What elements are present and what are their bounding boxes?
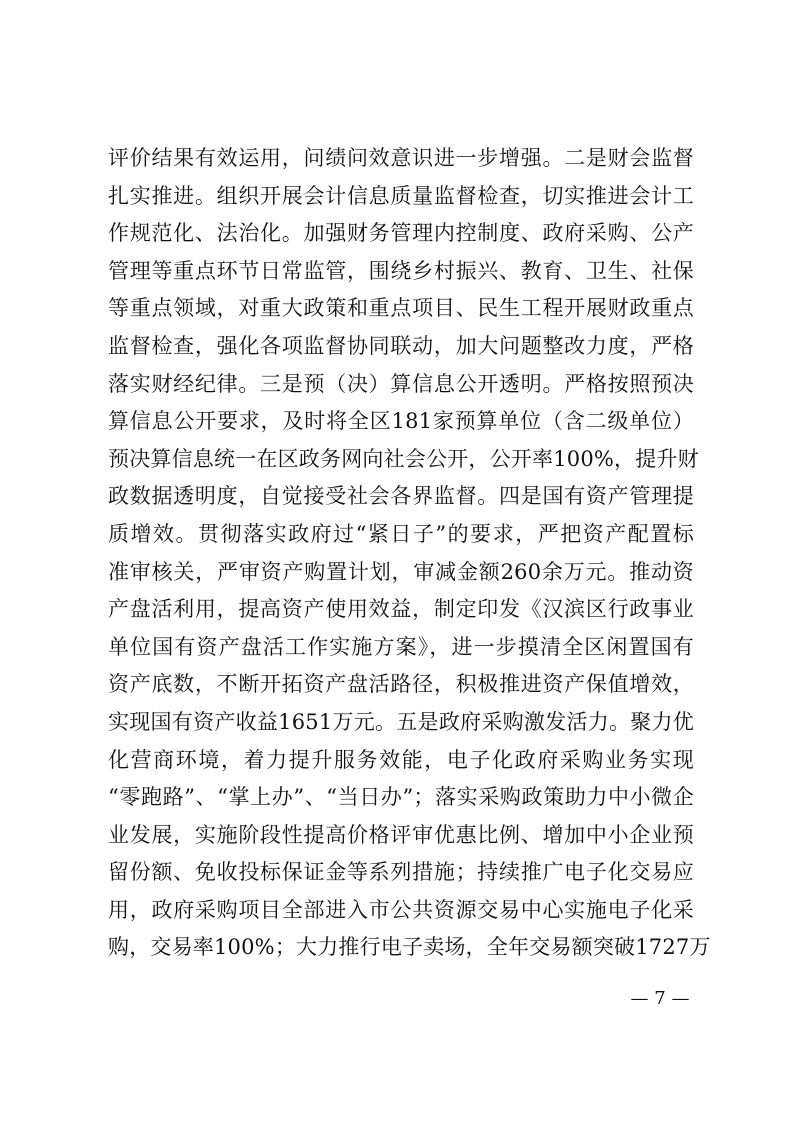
text-line: 购，交易率100%；大力推行电子卖场，全年交易额突破1727万 [108, 935, 711, 960]
text-line: “零跑路”、“掌上办”、“当日办”；落实采购政策助力中小微企 [108, 785, 694, 810]
text-line: 用，政府采购项目全部进入市公共资源交易中心实施电子化采 [108, 897, 694, 922]
text-line: 化营商环境，着力提升服务效能，电子化政府采购业务实现 [108, 747, 694, 772]
text-line: 业发展，实施阶段性提高价格评审优惠比例、增加中小企业预 [108, 822, 694, 847]
text-line: 准审核关，严审资产购置计划，审减金额260余万元。推动资 [108, 559, 694, 584]
text-line: 算信息公开要求，及时将全区181家预算单位（含二级单位） [108, 409, 694, 434]
text-line: 预决算信息统一在区政务网向社会公开，公开率100%，提升财 [108, 446, 699, 471]
text-line: 政数据透明度，自觉接受社会各界监督。四是国有资产管理提 [108, 484, 694, 509]
text-line: 实现国有资产收益1651万元。五是政府采购激发活力。聚力优 [108, 709, 694, 734]
text-line: 单位国有资产盘活工作实施方案》，进一步摸清全区闲置国有 [108, 634, 694, 659]
text-line: 扎实推进。组织开展会计信息质量监督检查，切实推进会计工 [108, 183, 694, 208]
text-line: 留份额、免收投标保证金等系列措施；持续推广电子化交易应 [108, 860, 694, 885]
page-number: — 7 — [630, 988, 690, 1009]
document-body [108, 140, 711, 967]
text-line: 管理等重点环节日常监管，围绕乡村振兴、教育、卫生、社保 [108, 258, 694, 283]
text-line: 质增效。贯彻落实政府过“紧日子”的要求，严把资产配置标 [108, 521, 694, 546]
text-line: 资产底数，不断开拓资产盘活路径，积极推进资产保值增效， [108, 672, 694, 697]
text-line: 作规范化、法治化。加强财务管理内控制度、政府采购、公产 [108, 221, 694, 246]
text-line: 产盘活利用，提高资产使用效益，制定印发《汉滨区行政事业 [108, 597, 694, 622]
text-line: 监督检查，强化各项监督协同联动，加大问题整改力度，严格 [108, 333, 694, 358]
text-line: 等重点领域，对重大政策和重点项目、民生工程开展财政重点 [108, 296, 694, 321]
text-line: 评价结果有效运用，问绩问效意识进一步增强。二是财会监督 [108, 146, 694, 170]
text-line: 落实财经纪律。三是预（决）算信息公开透明。严格按照预决 [108, 371, 694, 396]
